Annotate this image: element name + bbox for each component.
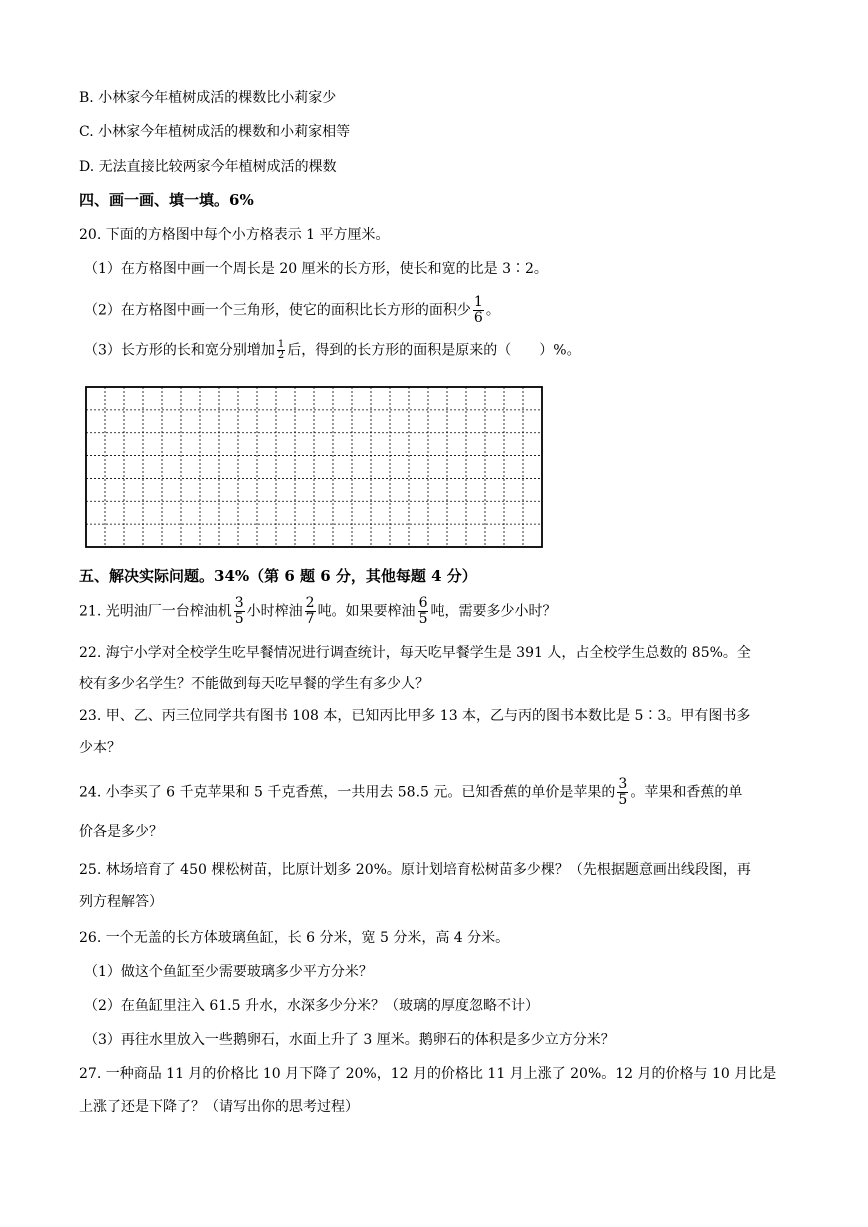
question-20-part-1: （1）在方格图中画一个周长是 20 厘米的长方形，使长和宽的比是 3∶2。 [84,261,548,277]
section-4-heading: 四、画一画、填一填。6% [79,191,254,209]
question-25-line-2: 列方程解答） [79,894,163,910]
question-24-line-2: 价各是多少？ [79,824,163,840]
option-d: D. 无法直接比较两家今年植树成活的棵数 [79,159,337,175]
section-5-heading: 五、解决实际问题。34%（第 6 题 6 分，其他每题 4 分） [79,567,477,585]
question-26-part-3: （3）再往水里放入一些鹅卵石，水面上升了 3 厘米。鹅卵石的体积是多少立方分米？ [84,1032,615,1048]
question-20: 20. 下面的方格图中每个小方格表示 1 平方厘米。 [79,227,390,243]
question-26: 26. 一个无盖的长方体玻璃鱼缸，长 6 分米，宽 5 分米，高 4 分米。 [79,930,510,946]
fraction-6-5: $\frac{6}{5}$ [418,595,428,627]
question-23-line-2: 少本？ [79,740,121,756]
question-23-line-1: 23. 甲、乙、丙三位同学共有图书 108 本，已知丙比甲多 13 本，乙与丙的图书本数比是 5∶3。甲有图书多 [79,708,751,724]
question-20-part-3: （3）长方形的长和宽分别增加 $\frac{1}{2}$ 后，得到的长方形的面积是原来的（ ）%。 [84,339,581,361]
question-21: 21. 光明油厂一台榨油机 $\frac{3}{5}$ 小时榨油 $\frac{2}{7}$ 吨。如果要榨油 $\frac{6}{5}$ 吨，需要多少小时？ [79,595,557,627]
question-26-part-1: （1）做这个鱼缸至少需要玻璃多少平方分米？ [84,964,373,980]
question-22-line-2: 校有多少名学生？不能做到每天吃早餐的学生有多少人？ [79,676,429,692]
option-c: C. 小林家今年植树成活的棵数和小莉家相等 [79,124,351,140]
question-27-line-2: 上涨了还是下降了？（请写出你的思考过程） [79,1099,359,1115]
square-grid [84,385,544,549]
fraction-2-7: $\frac{2}{7}$ [305,595,315,627]
question-20-part-2: （2）在方格图中画一个三角形，使它的面积比长方形的面积少 $\frac{1}{6}$ 。 [84,294,500,326]
fraction-1-6: $\frac{1}{6}$ [473,294,483,326]
fraction-3-5: $\frac{3}{5}$ [234,595,244,627]
question-26-part-2: （2）在鱼缸里注入 61.5 升水，水深多少分米？（玻璃的厚度忽略不计） [84,998,539,1014]
option-b: B. 小林家今年植树成活的棵数比小莉家少 [79,90,337,106]
question-25-line-1: 25. 林场培育了 450 棵松树苗，比原计划多 20%。原计划培育松树苗多少棵？（先根据题意画出线段图，再 [79,862,751,878]
question-27-line-1: 27. 一种商品 11 月的价格比 10 月下降了 20%，12 月的价格比 11 月上涨了 20%。12 月的价格与 10 月比是 [79,1066,777,1082]
fraction-3-5-b: $\frac{3}{5}$ [618,776,628,808]
fraction-1-2: $\frac{1}{2}$ [277,339,285,361]
question-24-line-1: 24. 小李买了 6 千克苹果和 5 千克香蕉，一共用去 58.5 元。已知香蕉的单价是苹果的 $\frac{3}{5}$ 。苹果和香蕉的单 [79,776,743,808]
question-22-line-1: 22. 海宁小学对全校学生吃早餐情况进行调查统计，每天吃早餐学生是 391 人，占全校学生总数的 85%。全 [79,645,751,661]
